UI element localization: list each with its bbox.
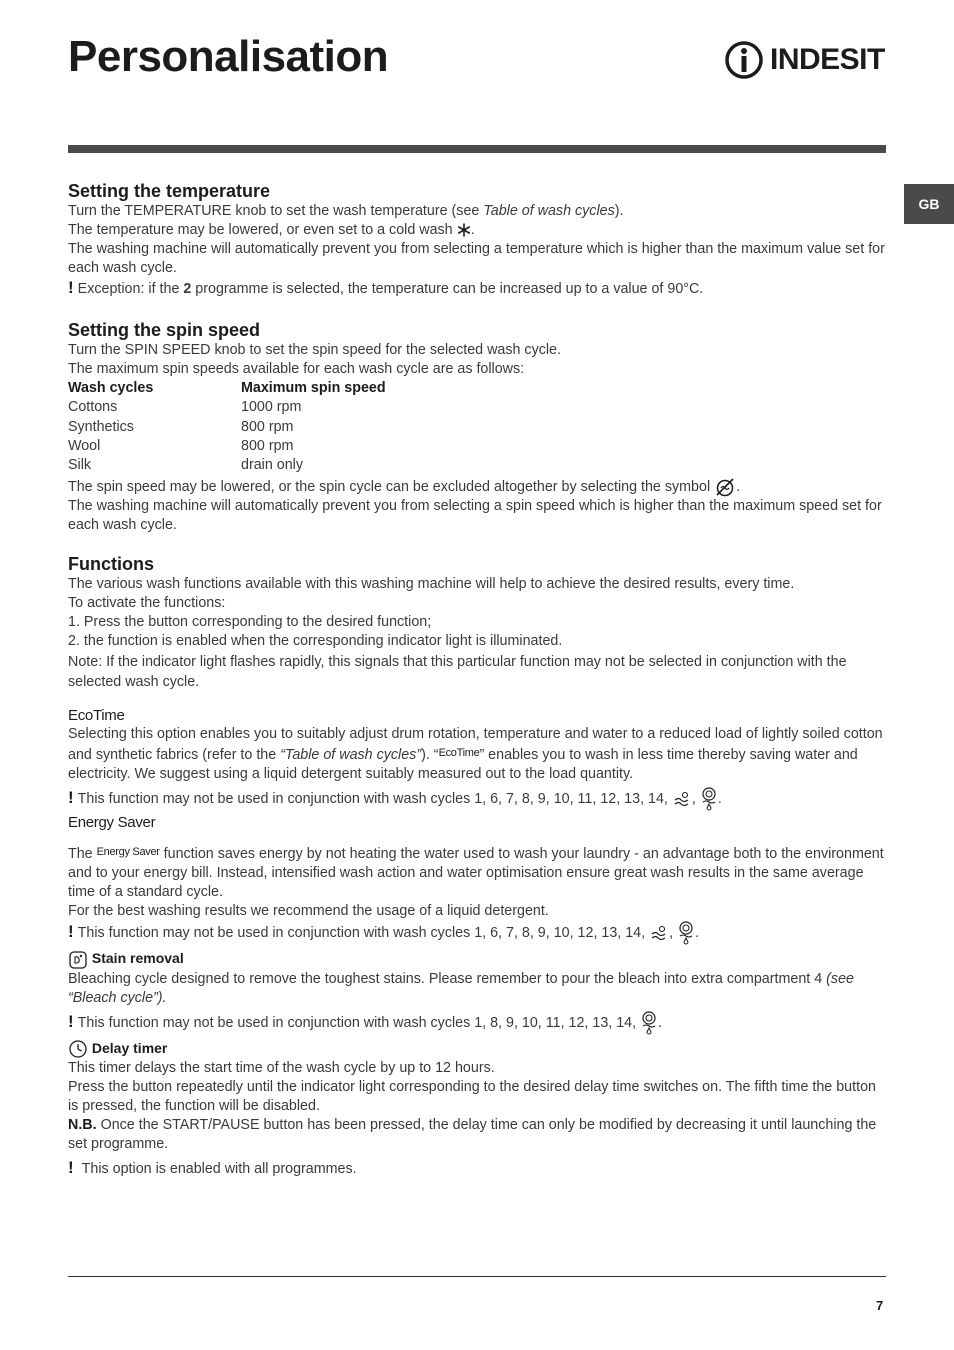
exception-text: Exception: if the <box>77 281 184 297</box>
table-row <box>68 398 386 417</box>
table-header-row <box>68 379 386 398</box>
energy-saver-warning-end: . <box>695 925 700 942</box>
delay-timer-title: Delay timer <box>91 1039 168 1056</box>
spin-p3 <box>68 477 886 497</box>
spin-heading: Setting the spin speed <box>68 320 261 340</box>
temperature-section <box>68 180 886 299</box>
temperature-p2 <box>68 221 886 240</box>
stain-removal-icon <box>68 950 88 970</box>
ecotime-warning-text: This function may not be used in conjunction with wash cycles 1, 6, 7, 8, 9, 10, 11, 12, 13, 14, <box>77 791 668 808</box>
energy-saver-warning <box>68 921 886 945</box>
delay-timer-section <box>68 1039 886 1179</box>
energy-saver-p2: For the best washing results we recommend the usage of a liquid detergent. <box>68 903 549 920</box>
delay-timer-heading <box>68 1039 886 1059</box>
table-header-speed: Maximum spin speed <box>241 380 386 396</box>
temperature-p1 <box>68 202 886 221</box>
ecotime-p1-mid: ). “ <box>421 747 439 764</box>
ecotime-logo: EcoTime <box>68 707 125 725</box>
stain-removal-section <box>68 949 886 1034</box>
hand-wash-icon <box>649 925 669 941</box>
delay-timer-warning-text: This option is enabled with all programmes. <box>81 1161 357 1178</box>
warning-mark: ! <box>68 788 74 808</box>
delay-timer-p2: Press the button repeatedly until the indicator light corresponding to the desired delay time switches on. The fifth time the button is pressed, the function will be disabled. <box>68 1079 876 1115</box>
energy-saver-warning-text: This function may not be used in conjunction with wash cycles 1, 6, 7, 8, 9, 10, 12, 13, 14, <box>77 925 646 942</box>
language-tab: GB <box>904 184 954 224</box>
delay-timer-p1: This timer delays the start time of the wash cycle by up to 12 hours. <box>68 1060 495 1077</box>
hand-wash-icon <box>672 791 692 807</box>
temperature-exception <box>68 278 886 299</box>
ecotime-inline-logo: EcoTime <box>438 747 480 760</box>
ecotime-section <box>68 706 886 811</box>
drain-spin-icon <box>700 787 718 811</box>
table-row <box>68 456 386 475</box>
energy-saver-p1-text: The <box>68 846 93 863</box>
list-comma: , <box>669 925 674 942</box>
temperature-p1-ref: Table of wash cycles <box>483 203 615 219</box>
delay-timer-nb <box>68 1116 886 1154</box>
functions-note: Note: If the indicator light flashes rapidly, this signals that this particular function may not be selected in conjunction with the selected wash cycle. <box>68 654 847 691</box>
table-cell: 800 rpm <box>241 437 294 454</box>
warning-mark: ! <box>68 1158 74 1178</box>
main-content <box>68 180 886 1179</box>
spin-p3-text: The spin speed may be lowered, or the spin cycle can be excluded altogether by selecting the symbol <box>68 479 711 496</box>
ecotime-warning <box>68 787 886 811</box>
brand-logo <box>724 40 885 80</box>
stain-removal-p1-text: Bleaching cycle designed to remove the toughest stains. Please remember to pour the bleach into extra compartment 4 <box>68 970 827 987</box>
stain-removal-p1 <box>68 970 886 1008</box>
temperature-p1-end: ). <box>614 203 624 219</box>
stain-removal-p1-ref: (see “Bleach cycle”). <box>68 970 854 1006</box>
stain-removal-warning <box>68 1011 886 1035</box>
stain-removal-warning-text: This function may not be used in conjunction with wash cycles 1, 8, 9, 10, 11, 12, 13, 14, <box>77 1014 637 1031</box>
table-header-cycles: Wash cycles <box>68 380 154 396</box>
energy-saver-logo: Energy Saver <box>68 814 156 832</box>
page-title: Personalisation <box>68 32 389 81</box>
functions-section <box>68 553 886 692</box>
exception-programme: 2 <box>183 281 192 297</box>
table-cell: 1000 rpm <box>241 399 302 416</box>
temperature-p2-text: The temperature may be lowered, or even set to a cold wash <box>68 222 453 238</box>
ecotime-p1 <box>68 725 886 784</box>
energy-saver-inline-logo: Energy Saver <box>96 846 160 859</box>
clock-icon <box>68 1039 88 1059</box>
table-row <box>68 437 386 456</box>
table-cell: drain only <box>241 457 303 474</box>
snowflake-icon <box>457 223 471 237</box>
brand-wordmark: INDESIT <box>770 43 885 76</box>
spin-section <box>68 319 886 535</box>
temperature-p2-end: . <box>470 222 475 238</box>
ecotime-p1-text: Selecting this option enables you to suitably adjust drum rotation, temperature and water to a reduced load of lightly soiled cotton and synthetic fabrics (refer to the <box>68 726 883 764</box>
drain-spin-icon <box>640 1011 658 1035</box>
exception-text-end: programme is selected, the temperature can be increased up to a value of 90°C. <box>191 281 704 297</box>
indesit-i-icon <box>724 40 764 80</box>
table-row <box>68 418 386 437</box>
list-comma: , <box>691 791 696 808</box>
warning-mark: ! <box>68 922 74 942</box>
stain-removal-title: Stain removal <box>91 950 184 967</box>
temperature-p1-text: Turn the TEMPERATURE knob to set the wash temperature (see <box>68 203 484 219</box>
spin-p4: The washing machine will automatically prevent you from selecting a spin speed which is higher than the maximum speed set for each wash cycle. <box>68 498 882 534</box>
temperature-p3: The washing machine will automatically prevent you from selecting a temperature which is higher than the maximum value set for each wash cycle. <box>68 241 885 276</box>
table-cell: Wool <box>68 437 101 454</box>
spin-speed-table <box>68 379 386 475</box>
ecotime-p1-ref: “Table of wash cycles” <box>280 747 422 764</box>
temperature-heading: Setting the temperature <box>68 181 271 201</box>
functions-p1: The various wash functions available with this washing machine will help to achieve the desired results, every time. <box>68 576 795 593</box>
drain-spin-icon <box>677 921 695 945</box>
page-number: 7 <box>876 1298 884 1313</box>
ecotime-warning-end: . <box>717 791 722 808</box>
footer-divider <box>68 1276 886 1277</box>
functions-step-2: 2. the function is enabled when the corresponding indicator light is illuminated. <box>68 633 563 650</box>
energy-saver-section <box>68 813 886 945</box>
warning-mark: ! <box>68 1011 74 1031</box>
functions-heading: Functions <box>68 554 154 575</box>
functions-step-1: 1. Press the button corresponding to the desired function; <box>68 614 432 631</box>
table-cell: Silk <box>68 457 92 474</box>
spin-p1: Turn the SPIN SPEED knob to set the spin speed for the selected wash cycle. <box>68 342 561 358</box>
nb-label: N.B. <box>68 1117 97 1134</box>
header-divider <box>68 145 886 153</box>
stain-removal-heading <box>68 949 886 969</box>
functions-p2: To activate the functions: <box>68 595 226 612</box>
spin-p2: The maximum spin speeds available for each wash cycle are as follows: <box>68 361 525 377</box>
table-cell: Synthetics <box>68 418 134 435</box>
no-spin-icon <box>714 477 736 497</box>
delay-timer-warning <box>68 1158 886 1179</box>
energy-saver-p1-end: function saves energy by not heating the water used to wash your laundry - an advantage both to the environment and to your energy bill. Instead, intensified wash action and water optimisation ensure great wash results in the same average time of a standard cycle. <box>68 846 884 901</box>
stain-removal-warning-end: . <box>658 1014 663 1031</box>
warning-mark: ! <box>68 278 74 297</box>
table-cell: 800 rpm <box>241 418 294 435</box>
energy-saver-p1 <box>68 843 886 902</box>
ecotime-p1-end: ” enables you to wash in less time thereby saving water and electricity. We suggest using a liquid detergent suitably measured out to the load quantity. <box>68 747 858 783</box>
nb-text: Once the START/PAUSE button has been pressed, the delay time can only be modified by decreasing it until launching the set programme. <box>68 1117 877 1153</box>
table-cell: Cottons <box>68 399 118 416</box>
spin-p3-end: . <box>736 479 741 496</box>
